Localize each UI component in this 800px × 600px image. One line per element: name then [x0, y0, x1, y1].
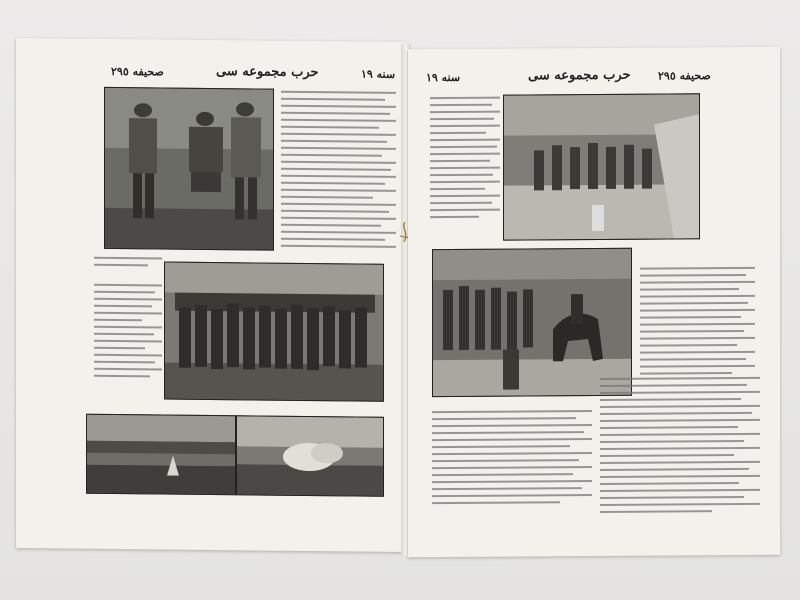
left-header-title: حرب مجموعه سى [216, 64, 319, 81]
left-header-year: سنه ١٩ [361, 67, 396, 81]
right-page [408, 47, 780, 558]
photo-explosion-right [236, 415, 384, 497]
photo-crowd-village [503, 93, 700, 240]
right-text-column-middle [640, 267, 755, 380]
right-text-column-bottom-left [432, 410, 592, 509]
left-page [16, 38, 406, 552]
right-header-page-number: صحيفه ٢٩٥ [658, 69, 711, 83]
photo-horseman-troops [432, 248, 632, 397]
left-text-column-top [281, 91, 396, 253]
right-text-column-bottom-right [600, 377, 760, 518]
left-text-column-middle [94, 257, 162, 383]
photo-officers-group [104, 87, 274, 251]
left-caption-bottom [96, 497, 376, 500]
right-text-column-top [430, 97, 500, 223]
right-header-title: حرب مجموعه سى [528, 67, 631, 84]
left-header-page-number: صحيفه ٢٩٥ [111, 64, 164, 79]
photo-battlefield-left [86, 414, 236, 496]
photo-soldiers-formation [164, 262, 384, 402]
right-header-year: سنه ١٩ [426, 70, 461, 85]
